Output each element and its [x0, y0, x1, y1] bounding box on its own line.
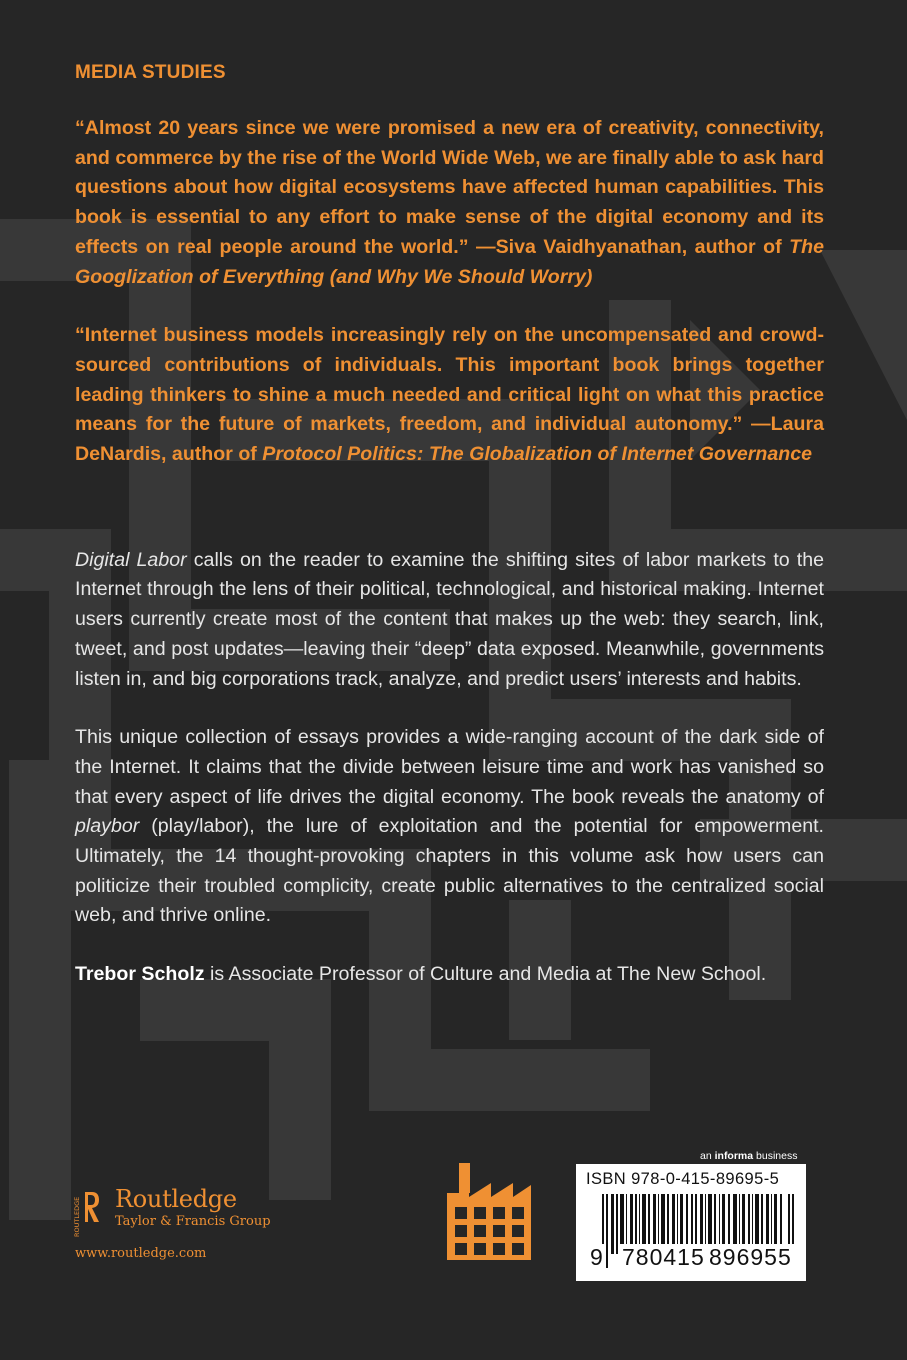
publisher-block: [75, 1186, 271, 1261]
quote-text: “Almost 20 years since we were promised a new era of creativity, connectivity, and commerce by the rise of the World Wide Web, we are finally able to ask hard questions about how digital ecosystems have affected human capabilities. This book is essential to any effort to make sense of the digital economy and its effects on real people around the world.” —Siva Vaidhyanathan, author of: [75, 117, 824, 258]
routledge-r-logo-icon: [75, 1186, 101, 1238]
quote-text: “Internet business models increasingly rely on the uncompensated and crowd-sourced contributions of individuals. This important book brings together leading thinkers to shine a much needed and critical light on what this practice means for the future of markets, freedom, and individual autonomy.” —Laura DeNardis, author of: [75, 324, 824, 466]
back-cover-text: [75, 62, 824, 990]
publisher-group: Taylor & Francis Group: [115, 1214, 271, 1229]
description-paragraph: This unique collection of essays provides a wide-ranging account of the dark side of the Internet. It claims that the divide between leisure time and work has vanished so that every aspect of life drives the digital economy. The book reveals the anatomy of playbor (play/labor), the lure of exploitation and the potential for empowerment. Ultimately, the 14 thought-provoking chapters in this volume ask how users can politicize their troubled complicity, create public alternatives to the centralized social web, and thrive online.: [75, 726, 824, 927]
term-italic: playbor: [75, 815, 140, 838]
barcode-digits: 9 780415 896955: [590, 1244, 792, 1270]
publisher-url[interactable]: www.routledge.com: [75, 1246, 207, 1261]
publisher-name: Routledge: [115, 1185, 237, 1213]
isbn-barcode: [576, 1164, 806, 1281]
logo-side-text: ROUTLEDGE: [73, 1196, 81, 1237]
book-title-inline: Digital Labor: [75, 548, 187, 571]
factory-icon: [447, 1163, 531, 1260]
isbn-label: ISBN 978-0-415-89695-5: [586, 1170, 780, 1188]
author-name: Trebor Scholz: [75, 963, 205, 986]
endorsement-quote: [75, 321, 824, 470]
description-paragraph: Digital Labor calls on the reader to examine the shifting sites of labor markets to the Internet through the lens of their political, technological, and historical making. Internet users currently create most of the content that makes up the web: they search, link, tweet, and post updates—leaving their “deep” data exposed. Meanwhile, governments listen in, and big corporations track, analyze, and predict users’ interests and habits.: [75, 548, 824, 690]
quote-book-title: Protocol Politics: The Globalization of Internet Governance: [262, 443, 813, 466]
author-bio: Trebor Scholz is Associate Professor of Culture and Media at The New School.: [75, 963, 767, 986]
informa-label: an informa business: [700, 1150, 798, 1162]
endorsement-quote: [75, 114, 824, 292]
category-label: MEDIA STUDIES: [75, 62, 226, 83]
quote-book-title: The Googlization of Everything (and Why We Should Worry): [75, 235, 824, 288]
